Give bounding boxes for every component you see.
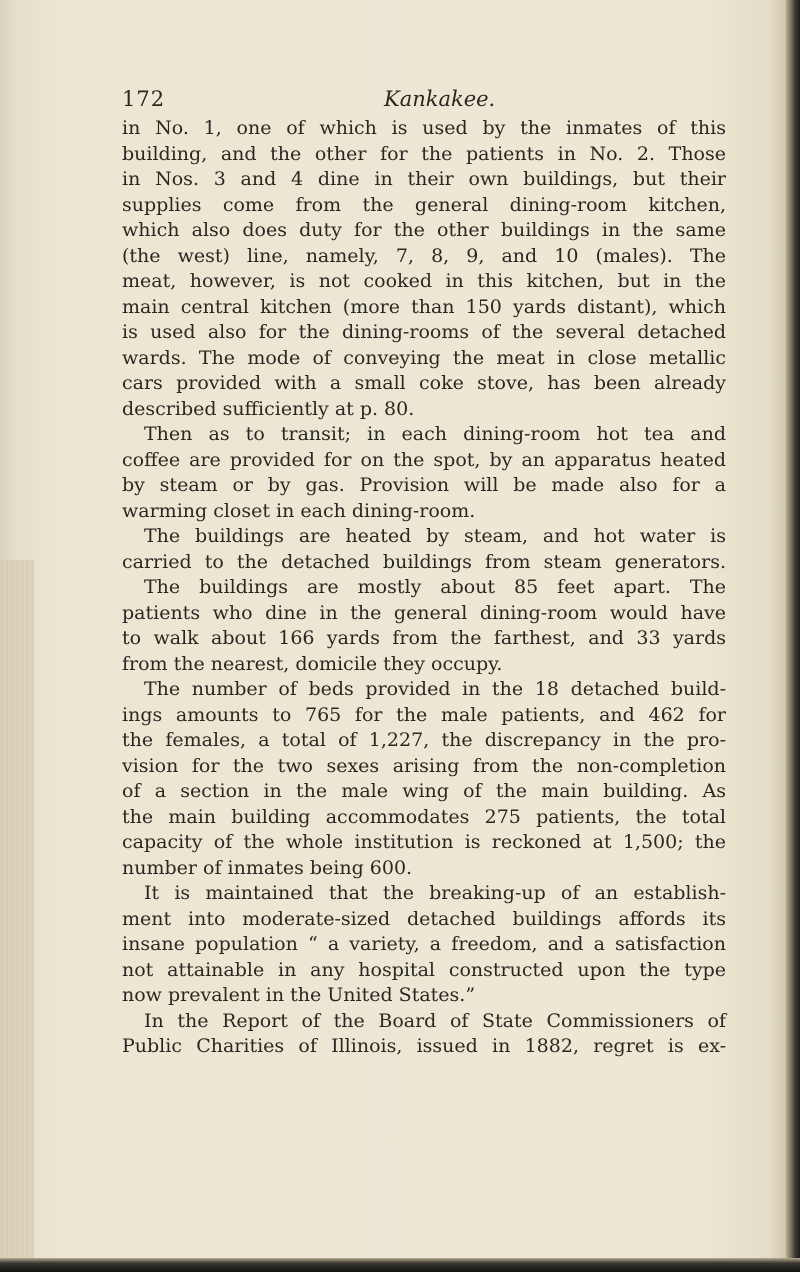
page-header bbox=[122, 87, 722, 117]
text-line: It is maintained that the breaking-up of an establish- bbox=[144, 882, 726, 904]
text-line: insane population “ a variety, a freedom, and a satisfaction bbox=[122, 933, 726, 955]
text-line: patients who dine in the general dining-room would have bbox=[122, 601, 726, 624]
text-line: is used also for the dining-rooms of the several detached bbox=[122, 321, 726, 343]
text-line: of a section in the male wing of the main building. As bbox=[122, 780, 726, 802]
text-line: number of inmates being 600. bbox=[122, 856, 413, 879]
text-line: wards. The mode of conveying the meat in close metallic bbox=[122, 346, 726, 369]
text-line: The buildings are mostly about 85 feet apart. The bbox=[144, 576, 726, 598]
text-line: carried to the detached buildings from steam generators. bbox=[122, 550, 726, 573]
text-line: The number of beds provided in the 18 detached build- bbox=[144, 678, 726, 700]
text-line: which also does duty for the other buildings in the same bbox=[122, 219, 726, 241]
text-line: supplies come from the general dining-room kitchen, bbox=[122, 193, 726, 216]
text-line: In the Report of the Board of State Commissioners of bbox=[144, 1009, 726, 1032]
running-head: Kankakee. bbox=[384, 87, 496, 111]
text-line: from the nearest, domicile they occupy. bbox=[122, 652, 503, 675]
text-line: building, and the other for the patients in No. 2. Those bbox=[122, 142, 726, 165]
text-line: capacity of the whole institution is reckoned at 1,500; the bbox=[122, 831, 726, 853]
text-line: vision for the two sexes arising from the non-completion bbox=[122, 754, 726, 777]
body-text bbox=[122, 116, 726, 1060]
text-line: now prevalent in the United States.” bbox=[122, 984, 476, 1006]
text-line: not attainable in any hospital constructed upon the type bbox=[122, 958, 726, 981]
text-line: in No. 1, one of which is used by the inmates of this bbox=[122, 117, 726, 139]
text-line: by steam or by gas. Provision will be made also for a bbox=[122, 474, 726, 496]
page-edge-right bbox=[786, 0, 800, 1272]
text-line: Public Charities of Illinois, issued in 1882, regret is ex- bbox=[122, 1035, 726, 1057]
text-line: cars provided with a small coke stove, has been already bbox=[122, 372, 726, 394]
page-edge-bottom bbox=[0, 1258, 800, 1272]
text-line: main central kitchen (more than 150 yards distant), which bbox=[122, 295, 726, 318]
text-line: the main building accommodates 275 patients, the total bbox=[122, 805, 726, 828]
text-line: (the west) line, namely, 7, 8, 9, and 10 (males). The bbox=[122, 244, 726, 267]
text-line: Then as to transit; in each dining-room hot tea and bbox=[144, 423, 726, 445]
page-gutter-shadow bbox=[0, 560, 34, 1272]
page-number: 172 bbox=[122, 87, 166, 111]
text-line: the females, a total of 1,227, the discrepancy in the pro- bbox=[122, 729, 726, 751]
text-line: meat, however, is not cooked in this kitchen, but in the bbox=[122, 270, 726, 292]
text-line: coffee are provided for on the spot, by an apparatus heated bbox=[122, 448, 726, 471]
text-line: to walk about 166 yards from the farthest, and 33 yards bbox=[122, 627, 726, 649]
text-line: warming closet in each dining-room. bbox=[122, 499, 476, 522]
text-line: The buildings are heated by steam, and hot water is bbox=[144, 525, 726, 547]
text-line: ings amounts to 765 for the male patients, and 462 for bbox=[122, 703, 726, 726]
text-line: described sufficiently at p. 80. bbox=[122, 397, 415, 420]
text-line: ment into moderate-sized detached buildings affords its bbox=[122, 907, 726, 930]
text-line: in Nos. 3 and 4 dine in their own buildings, but their bbox=[122, 168, 726, 190]
